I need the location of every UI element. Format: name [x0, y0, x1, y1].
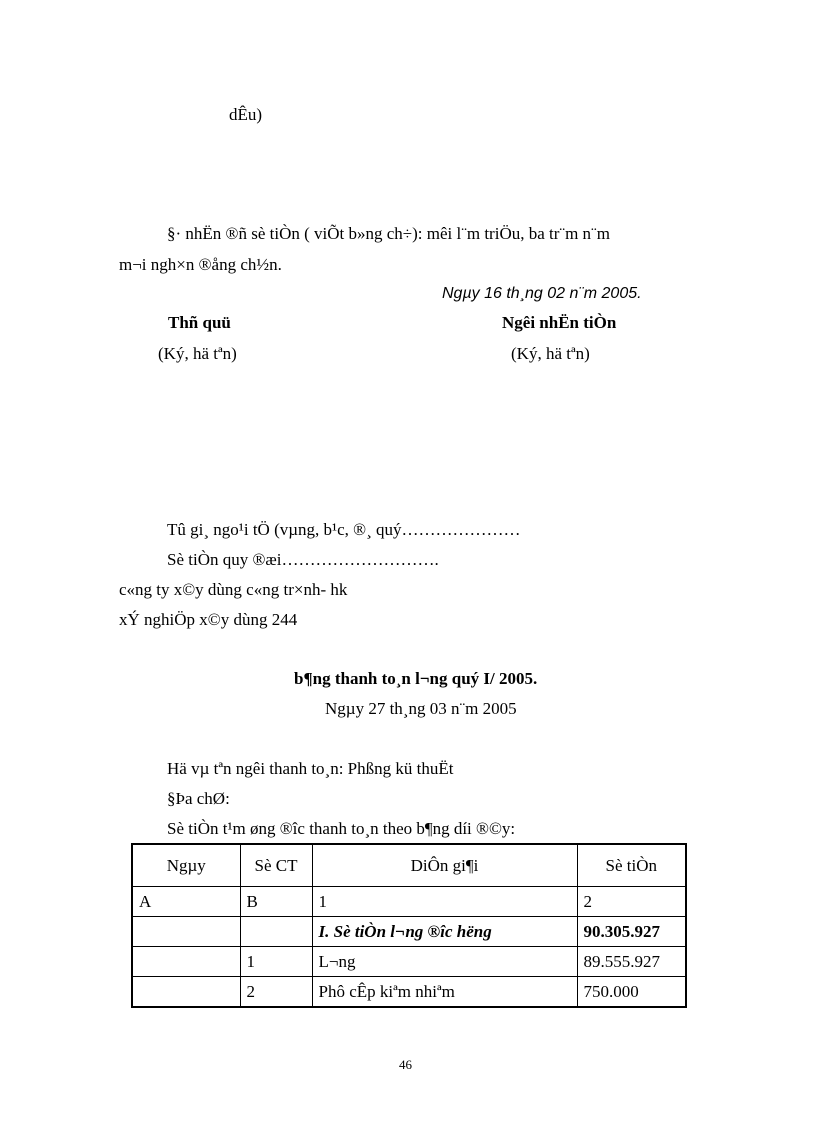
table-header-row	[132, 844, 686, 887]
enterprise-name: xÝ nghiÖp x©y dùng 244	[119, 610, 298, 629]
table-date: Ngµy 27 th¸ng 03 n¨m 2005	[325, 699, 517, 718]
converted-amount-line: Sè tiÒn quy ®æi……………………….	[167, 550, 439, 569]
exchange-rate-line: Tû gi¸ ngo¹i tÖ (vµng, b¹c, ®¸ quý…………………	[167, 520, 521, 539]
cell: 2	[577, 887, 686, 917]
cell: 750.000	[577, 977, 686, 1008]
header-date: Ngµy	[132, 844, 240, 887]
amount-intro-line: Sè tiÒn t¹m øng ®îc thanh to¸n theo b¶ng díi ®©y:	[167, 819, 516, 838]
cell: L¬ng	[312, 947, 577, 977]
signing-date: Ngµy 16 th¸ng 02 n¨m 2005.	[442, 285, 642, 302]
payee-line: Hä vµ tªn ngêi thanh to¸n: Phßng kü thuËt	[167, 759, 454, 778]
cell: A	[132, 887, 240, 917]
company-name: c«ng ty x©y dùng c«ng tr×nh- hk	[119, 580, 348, 599]
cell: Phô cÊp kiªm nhiªm	[312, 977, 577, 1008]
header-doc-no: Sè CT	[240, 844, 312, 887]
top-fragment: dÊu)	[229, 105, 263, 124]
cell: 90.305.927	[577, 917, 686, 947]
table-row	[132, 887, 686, 917]
receiver-sign-note: (Ký, hä tªn)	[511, 344, 590, 363]
cell	[132, 917, 240, 947]
received-amount-line-1: §· nhËn ®ñ sè tiÒn ( viÕt b»ng ch÷): mêi l¨m triÖu, ba tr¨m n¨m	[167, 224, 610, 243]
cell	[240, 917, 312, 947]
payment-table	[131, 843, 687, 1008]
header-amount: Sè tiÒn	[577, 844, 686, 887]
page-number: 46	[399, 1057, 412, 1072]
cell: 2	[240, 977, 312, 1008]
cell: B	[240, 887, 312, 917]
cell: I. Sè tiÒn l¬ng ®îc hëng	[312, 917, 577, 947]
cell	[132, 947, 240, 977]
cashier-sign-note: (Ký, hä tªn)	[158, 344, 237, 363]
table-row	[132, 977, 686, 1008]
cell: 1	[312, 887, 577, 917]
address-line: §Þa chØ:	[167, 789, 230, 808]
table-title: b¶ng thanh to¸n l¬ng quý I/ 2005.	[294, 669, 538, 688]
cell: 1	[240, 947, 312, 977]
receiver-title: Ngêi nhËn tiÒn	[502, 313, 617, 332]
cashier-title: Thñ quü	[168, 313, 231, 332]
cell: 89.555.927	[577, 947, 686, 977]
header-description: DiÔn gi¶i	[312, 844, 577, 887]
table-row	[132, 917, 686, 947]
cell	[132, 977, 240, 1008]
table-row	[132, 947, 686, 977]
received-amount-line-2: m¬i ngh×n ®ång ch½n.	[119, 255, 282, 274]
